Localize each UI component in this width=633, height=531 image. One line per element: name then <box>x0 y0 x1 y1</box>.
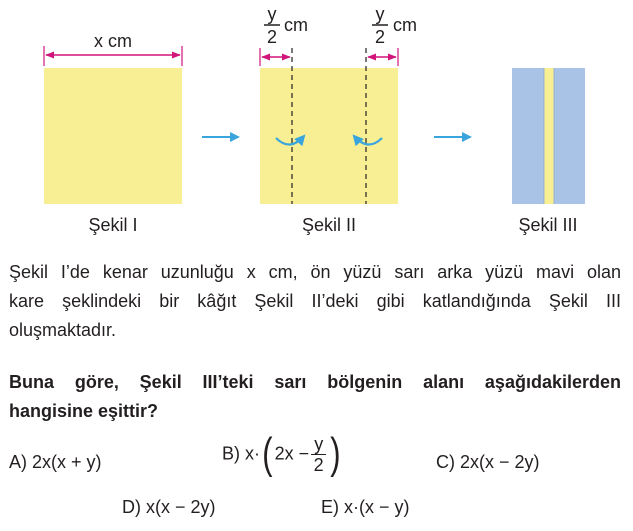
shape-3 <box>512 68 585 204</box>
dimension-label-x: x cm <box>94 31 132 51</box>
fraction-numerator: y <box>311 434 326 455</box>
shape-2 <box>260 4 417 204</box>
square-yellow <box>44 68 182 204</box>
question-line: hangisine eşittir? <box>9 401 159 421</box>
option-d[interactable]: D) x(x − 2y) <box>122 497 216 517</box>
fraction-denominator: 2 <box>266 27 278 47</box>
fraction-unit: cm <box>284 15 308 35</box>
problem-text <box>9 258 621 345</box>
option-b-fraction <box>311 434 326 475</box>
shape-3-caption: Şekil III <box>518 215 578 235</box>
folded-blue-right <box>554 68 585 204</box>
option-c[interactable]: C) 2x(x − 2y) <box>436 452 540 472</box>
fold-width-label-left <box>264 4 308 47</box>
option-e[interactable]: E) x·(x − y) <box>321 497 410 517</box>
fraction-numerator: y <box>267 4 277 24</box>
shape-1 <box>44 31 182 204</box>
fraction-numerator: y <box>375 4 385 24</box>
open-paren: ( <box>262 429 273 478</box>
folded-blue-left <box>512 68 544 204</box>
close-paren: ) <box>330 429 341 478</box>
option-b-inner: 2x − <box>274 443 310 464</box>
question-line: Buna göre, Şekil III’teki sarı bölgenin alanı aşağıdakilerden <box>9 372 621 392</box>
question-text <box>9 368 621 426</box>
option-a[interactable]: A) 2x(x + y) <box>9 452 102 472</box>
option-b[interactable] <box>222 429 343 478</box>
problem-line: oluşmaktadır. <box>9 320 117 340</box>
shape-1-caption: Şekil I <box>88 215 138 235</box>
fraction-denominator: 2 <box>313 454 324 475</box>
folded-yellow-strip <box>544 68 554 204</box>
option-b-prefix: B) x· <box>222 443 260 464</box>
square-yellow-folding <box>260 68 398 204</box>
fraction-denominator: 2 <box>374 27 386 47</box>
fraction-unit: cm <box>393 15 417 35</box>
fold-width-label-right <box>372 4 417 47</box>
fold-diagram <box>0 0 633 240</box>
problem-line: kare şeklindeki bir kâğıt Şekil II’deki gibi katlandığında Şekil III <box>9 291 621 311</box>
shape-2-caption: Şekil II <box>301 215 357 235</box>
problem-line: Şekil I’de kenar uzunluğu x cm, ön yüzü sarı arka yüzü mavi olan <box>9 262 621 282</box>
